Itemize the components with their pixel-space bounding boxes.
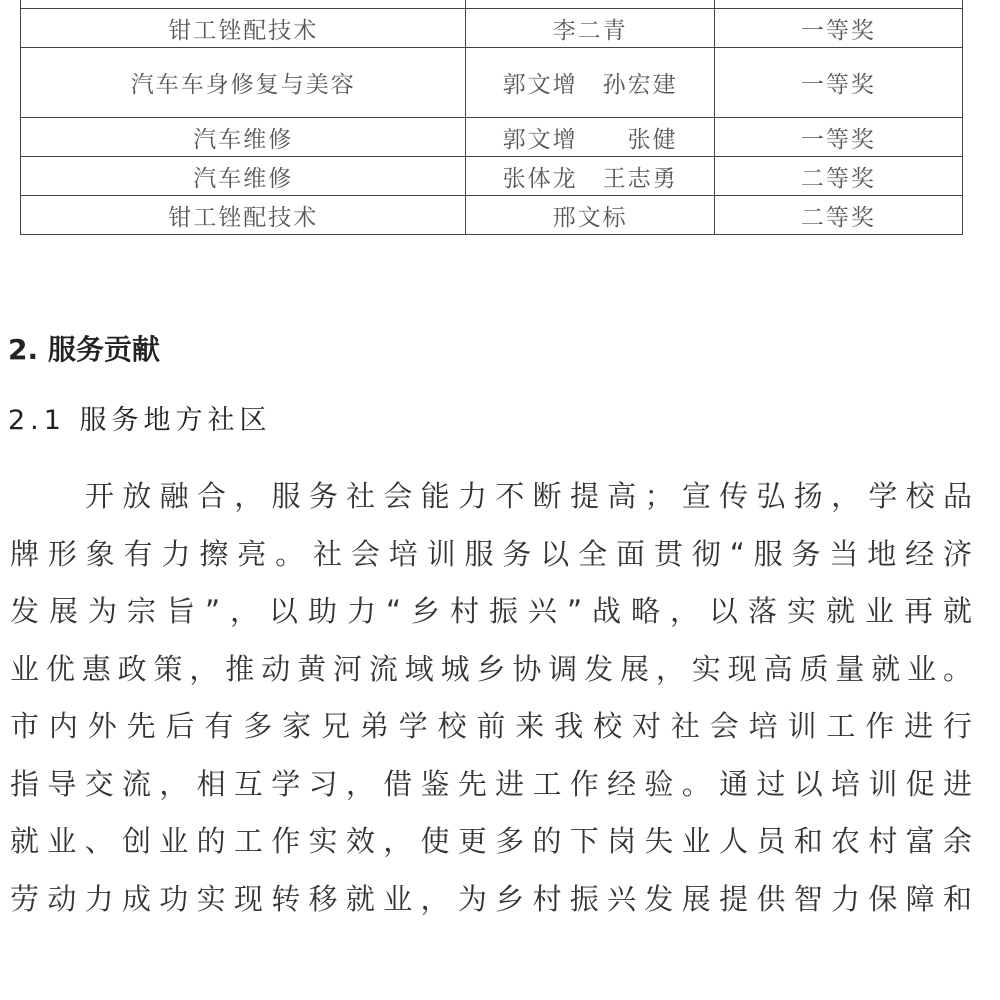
award-cell: 二等奖 [714,196,962,235]
award-cell [714,0,962,9]
project-cell: 汽车维修 [21,157,466,196]
paragraph-line: 开放融合，服务社会能力不断提高；宣传弘扬，学校品 [85,479,972,513]
teacher-cell: 张体龙 王志勇 [466,157,714,196]
teacher-cell: 邢文标 [466,196,714,235]
table-row [21,0,963,9]
table-row [21,157,963,196]
paragraph-line: 就业、创业的工作实效，使更多的下岗失业人员和农村富余 [10,824,972,858]
paragraph-line: 指导交流，相互学习，借鉴先进工作经验。通过以培训促进 [10,766,972,801]
award-cell: 一等奖 [714,48,962,118]
teacher-cell: 李二青 [466,9,714,48]
section-heading: 2. 服务贡献 [8,333,160,366]
table-row [21,48,963,118]
paragraph-line: 业优惠政策，推动黄河流域城乡协调发展，实现高质量就业。 [10,651,972,686]
award-cell: 二等奖 [714,157,962,196]
paragraph-line: 市内外先后有多家兄弟学校前来我校对社会培训工作进行 [10,709,972,743]
paragraph-line: 发展为宗旨”，以助力“乡村振兴”战略，以落实就业再就 [10,594,972,628]
teacher-cell [466,0,714,9]
award-cell: 一等奖 [714,9,962,48]
award-cell: 一等奖 [714,118,962,157]
teacher-cell: 郭文增 张健 [466,118,714,157]
paragraph-line: 劳动力成功实现转移就业，为乡村振兴发展提供智力保障和 [10,881,972,916]
paragraph-line: 牌形象有力擦亮。社会培训服务以全面贯彻“服务当地经济 [10,536,972,571]
subsection-heading: 2.1 服务地方社区 [8,405,272,436]
teacher-cell: 郭文增 孙宏建 [466,48,714,118]
body-paragraph [10,468,972,928]
awards-table [20,0,963,235]
project-cell: 钳工锉配技术 [21,196,466,235]
table-row [21,196,963,235]
project-cell: 钳工锉配技术 [21,9,466,48]
table-row [21,9,963,48]
project-cell: 汽车维修 [21,118,466,157]
table-row [21,118,963,157]
project-cell: 汽车车身修复与美容 [21,48,466,118]
project-cell [21,0,466,9]
